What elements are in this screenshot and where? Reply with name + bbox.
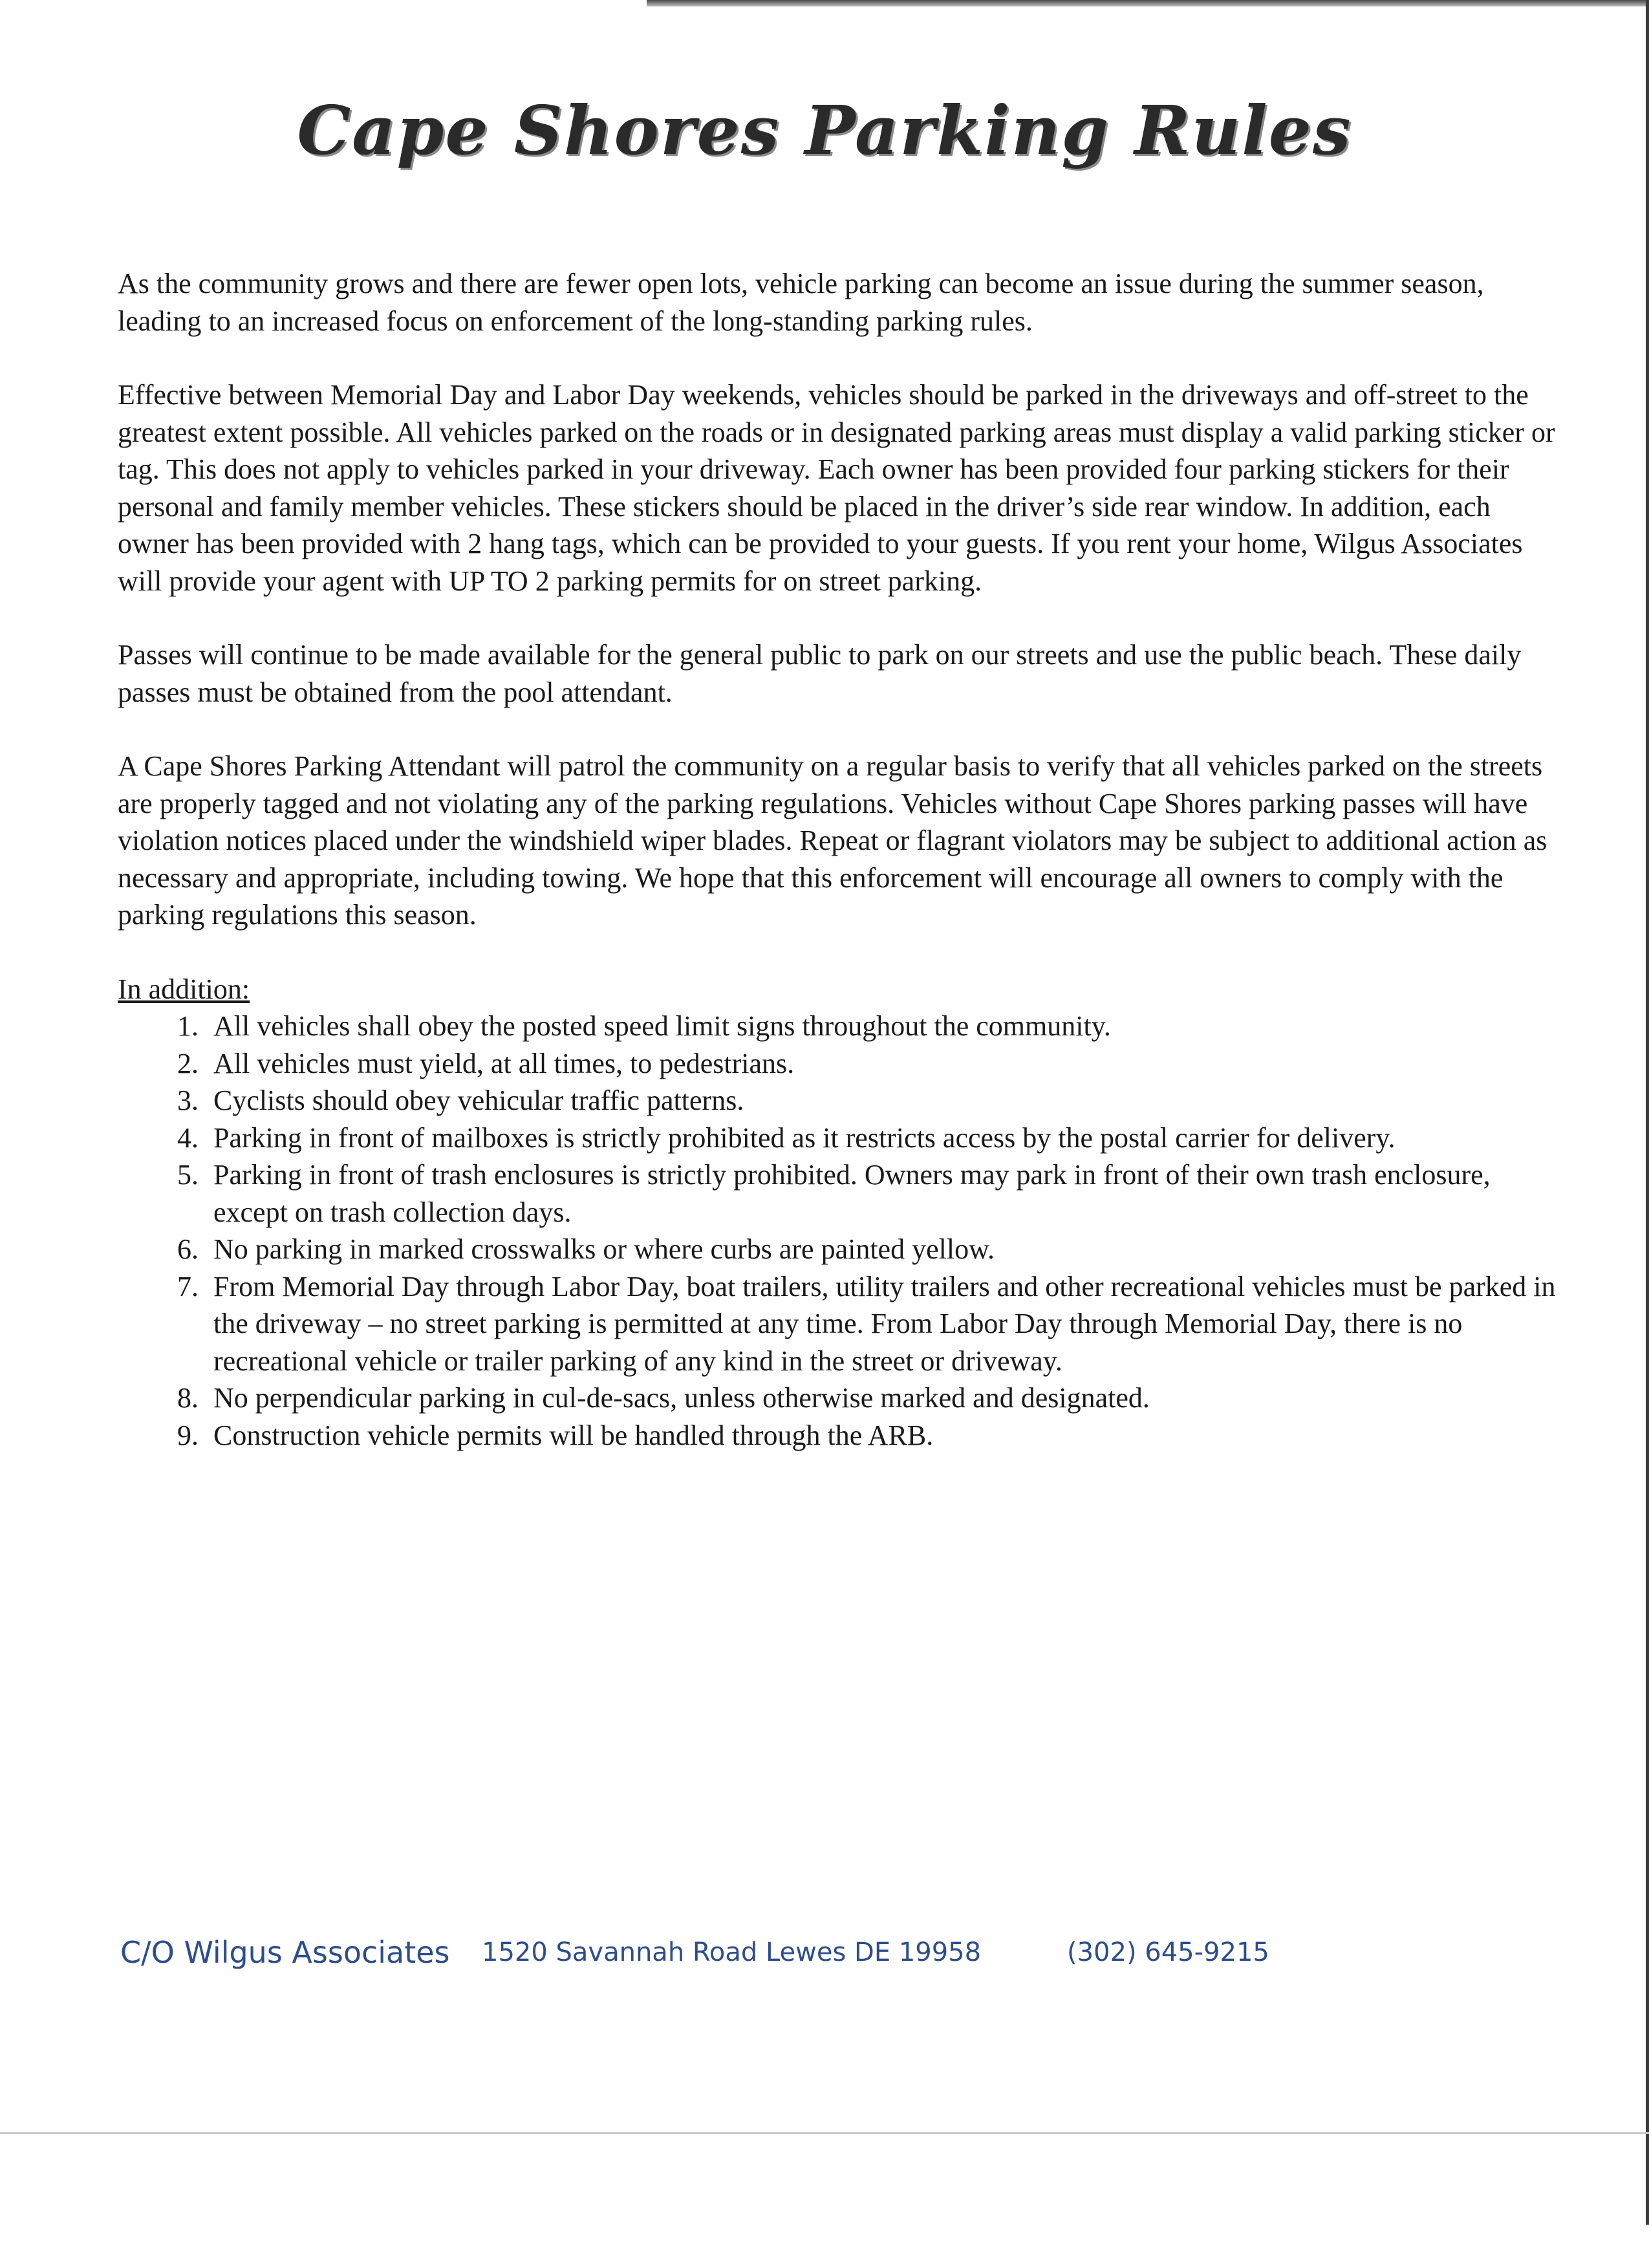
footer-phone: (302) 645-9215 [1067,1938,1269,1967]
rule-number: 2. [177,1047,199,1079]
rule-number: 6. [177,1233,199,1265]
footer-organization: C/O Wilgus Associates [120,1935,450,1970]
scan-edge-top [647,0,1649,6]
rules-list [118,1008,1566,1454]
rule-number: 5. [177,1159,199,1191]
footer-contact [0,1935,1649,1987]
rule-item [118,1082,1566,1119]
rule-text: All vehicles must yield, at all times, to pedestrians. [213,1047,795,1079]
footer-address: 1520 Savannah Road Lewes DE 19958 [482,1938,982,1967]
rule-text: No perpendicular parking in cul-de-sacs, unless otherwise marked and designated. [213,1382,1150,1414]
rule-item [118,1045,1566,1083]
rule-item [118,1008,1566,1045]
rule-number: 3. [177,1085,199,1116]
paragraph-enforcement: A Cape Shores Parking Attendant will patrol the community on a regular basis to verify that all vehicles parked on the streets are properly tagged and not violating any of the parking regulations. Vehicles without Cape Shores parking passes will have violation notices placed under the windshield wiper blades. Repeat or flagrant violators may be subject to additional action as necessary and appropriate, including towing. We hope that this enforcement will encourage all owners to comply with the parking regulations this season. [118,750,1547,931]
rule-number: 1. [177,1010,199,1042]
scan-edge-right [1646,0,1649,2225]
rule-item [118,1231,1566,1268]
rule-item [118,1268,1566,1380]
rule-item [118,1379,1566,1417]
rule-text: No parking in marked crosswalks or where curbs are painted yellow. [213,1233,995,1265]
rule-text: Cyclists should obey vehicular traffic patterns. [213,1085,744,1116]
rule-text: Construction vehicle permits will be handled through the ARB. [213,1419,934,1451]
rule-number: 7. [177,1270,199,1302]
document-title: Cape Shores Parking Rules [297,91,1352,170]
paragraph-public-passes: Passes will continue to be made available for the general public to park on our streets and use the public beach. These daily passes must be obtained from the pool attendant. [118,639,1522,708]
document-body [118,265,1566,1454]
rule-number: 4. [177,1121,199,1154]
rule-item [118,1119,1566,1157]
rule-text: From Memorial Day through Labor Day, boat trailers, utility trailers and other recreational vehicles must be parked in the driveway – no street parking is permitted at any time. From Labor Day through Memorial Day, there is no recreational vehicle or trailer parking of any kind in the street or driveway. [213,1270,1556,1377]
paragraph-effective-dates: Effective between Memorial Day and Labor Day weekends, vehicles should be parked in the driveways and off-street to the greatest extent possible. All vehicles parked on the roads or in designated parking areas must display a valid parking sticker or tag. This does not apply to vehicles parked in your driveway. Each owner has been provided four parking stickers for their personal and family member vehicles. These stickers should be placed in the driver’s side rear window. In addition, each owner has been provided with 2 hang tags, which can be provided to your guests. If you rent your home, Wilgus Associates will provide your agent with UP TO 2 parking permits for on street parking. [118,379,1555,597]
rule-item [118,1417,1566,1454]
rule-text: Parking in front of mailboxes is strictly prohibited as it restricts access by the postal carrier for delivery. [213,1121,1396,1154]
rule-number: 8. [177,1382,199,1414]
rule-text: All vehicles shall obey the posted speed limit signs throughout the community. [213,1010,1111,1042]
rule-text: Parking in front of trash enclosures is strictly prohibited. Owners may park in front of their own trash enclosure, except on trash collection days. [213,1159,1491,1228]
addition-heading: In addition: [118,973,250,1005]
paragraph-intro: As the community grows and there are fewer open lots, vehicle parking can become an issue during the summer season, leading to an increased focus on enforcement of the long-standing parking rules. [118,268,1484,337]
rule-number: 9. [177,1419,199,1451]
rule-item [118,1156,1566,1231]
scan-edge-bottom [0,2132,1649,2134]
